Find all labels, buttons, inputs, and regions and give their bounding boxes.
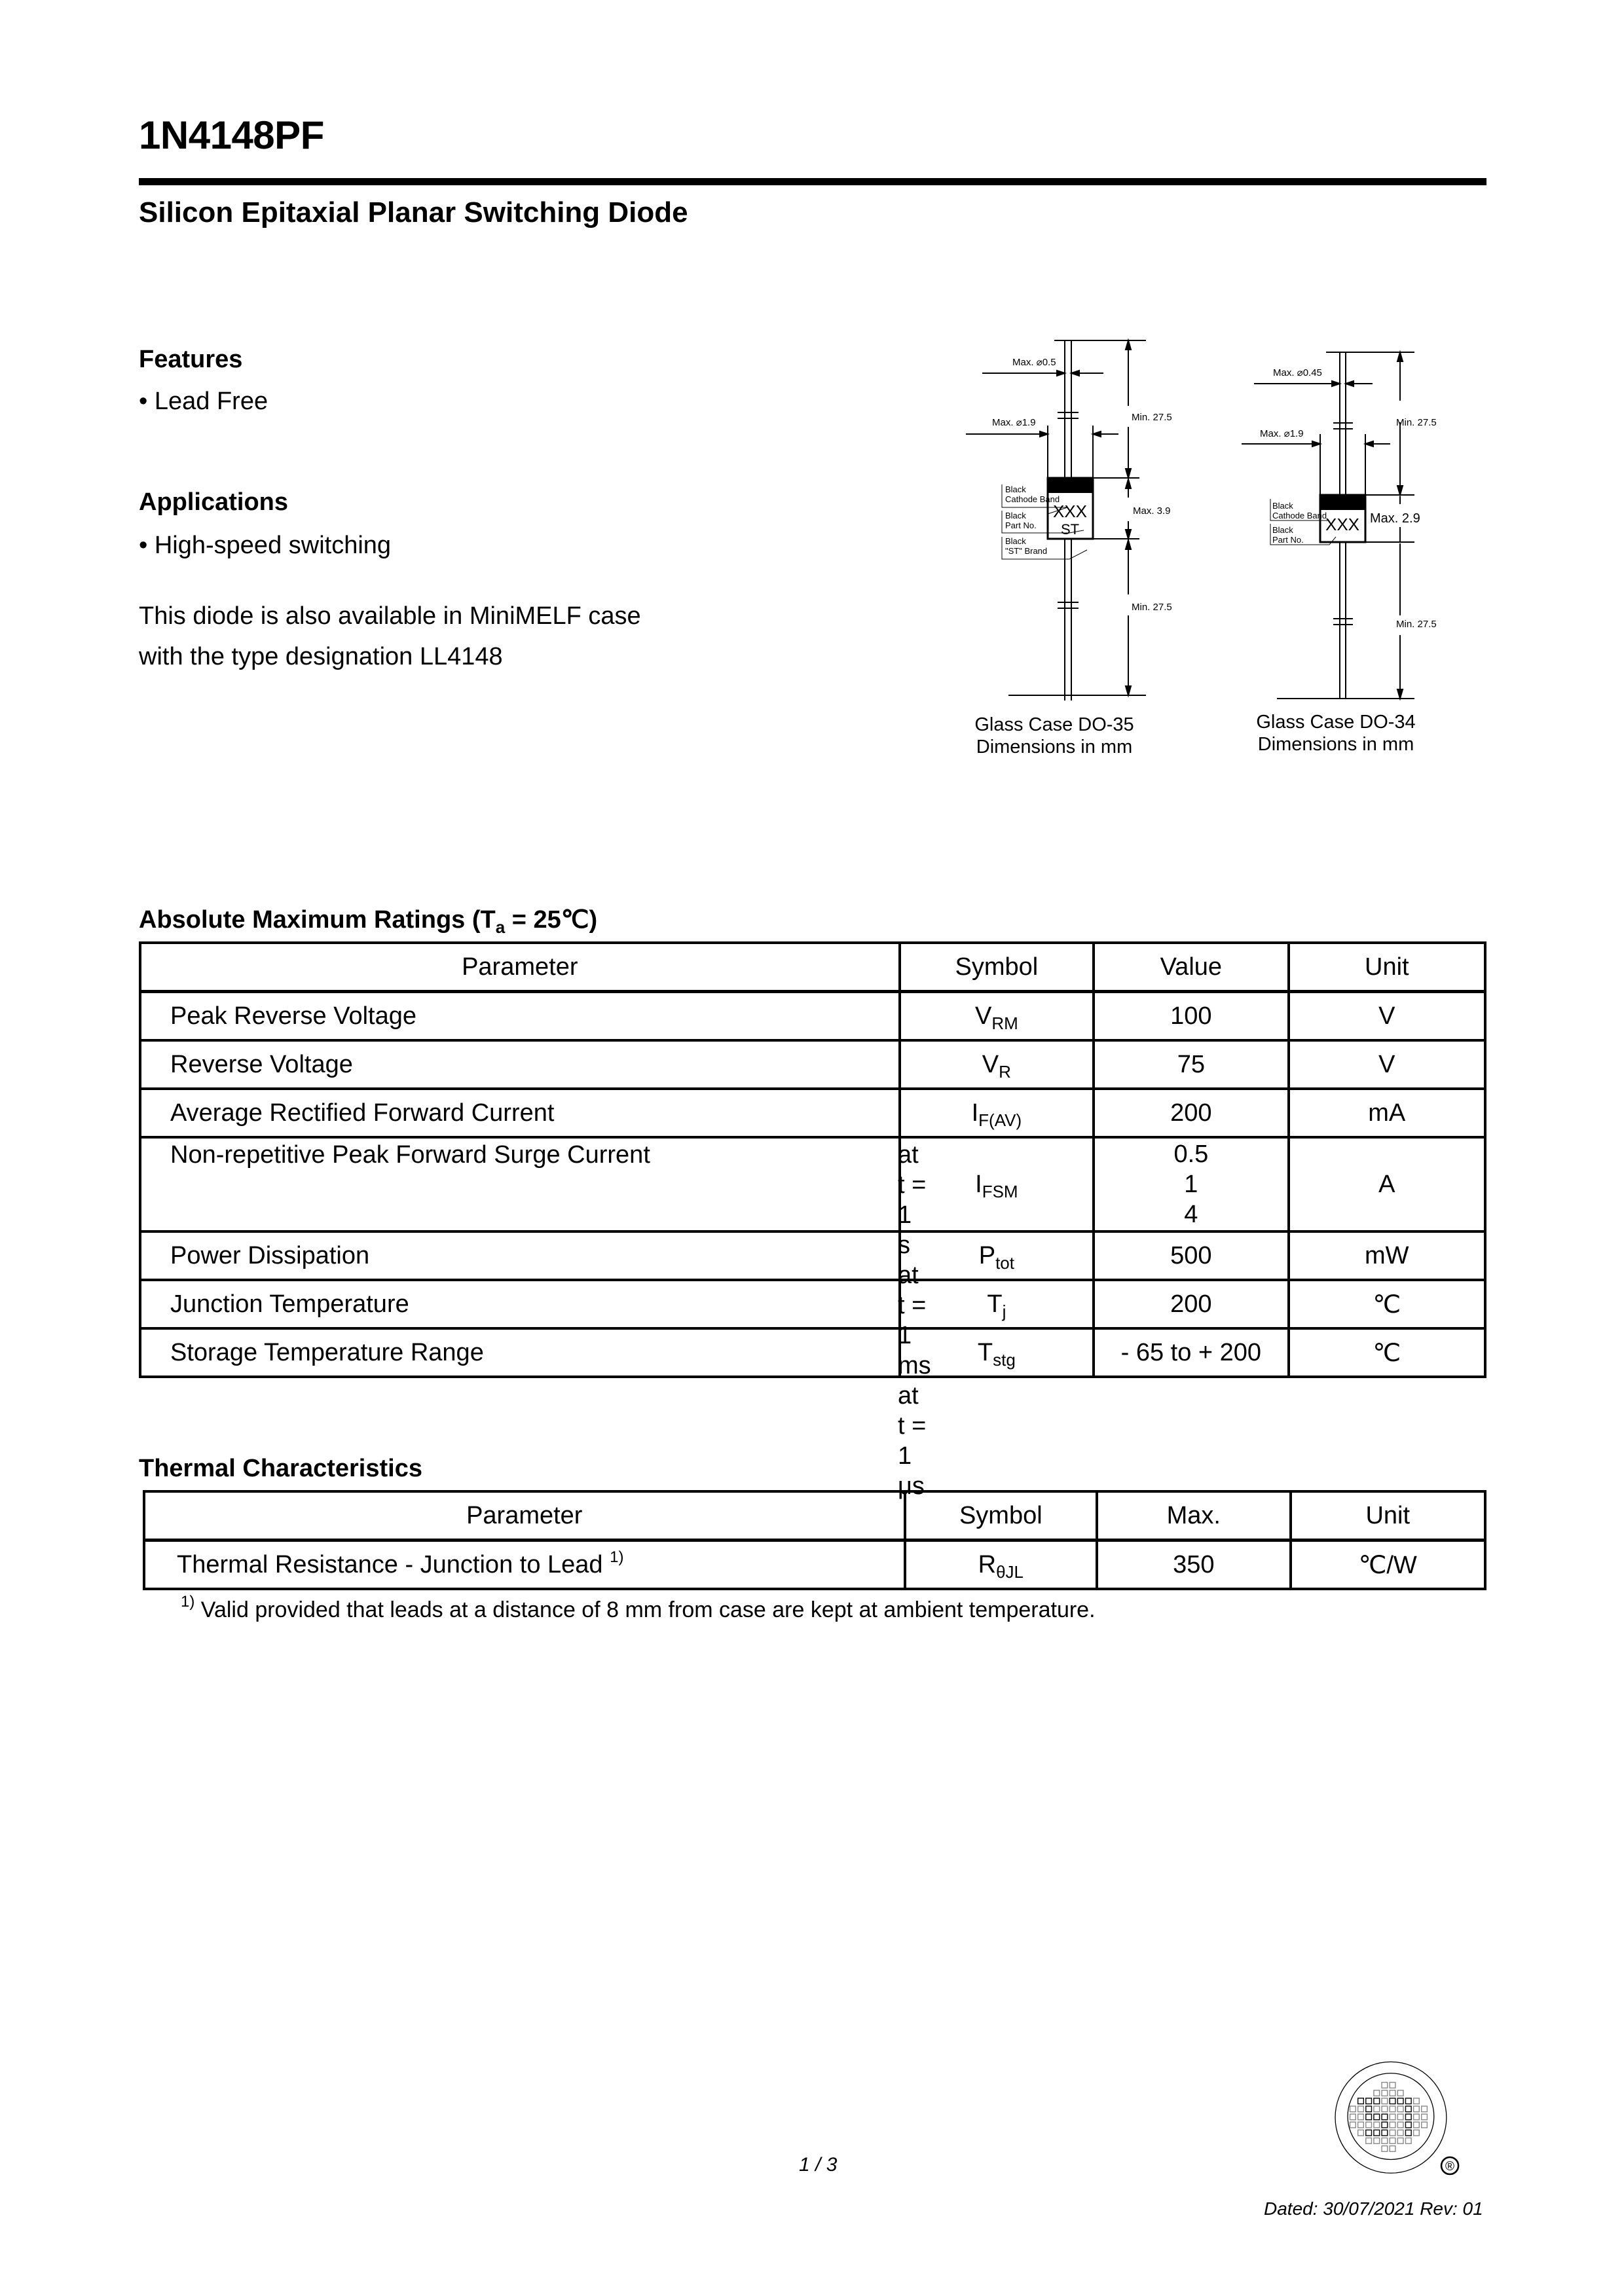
logo-square — [1405, 2106, 1411, 2112]
condition: at t = 1 μs — [898, 1382, 927, 1500]
feature-item: • Lead Free — [139, 388, 268, 415]
do34-partno-label-2: Part No. — [1272, 535, 1304, 545]
column-header: Unit — [1289, 943, 1485, 992]
unit-cell: mW — [1289, 1231, 1485, 1280]
value-cell: 350 — [1097, 1540, 1290, 1590]
symbol: V — [982, 1050, 999, 1078]
logo-square — [1397, 2106, 1403, 2112]
parameter-cell: Storage Temperature Range — [140, 1328, 900, 1377]
logo-square — [1390, 2083, 1395, 2088]
logo-square — [1390, 2098, 1395, 2104]
logo-square — [1366, 2106, 1372, 2112]
logo-square — [1374, 2098, 1380, 2104]
symbol-sub: j — [1002, 1301, 1006, 1321]
thermal-table — [143, 1490, 1486, 1590]
logo-square — [1358, 2122, 1364, 2128]
availability-note-line2: with the type designation LL4148 — [139, 643, 503, 670]
column-header: Parameter — [140, 943, 900, 992]
do35-partno-label-2: Part No. — [1005, 520, 1037, 530]
logo-square — [1405, 2130, 1411, 2136]
symbol: I — [975, 1170, 982, 1198]
logo-square — [1414, 2130, 1420, 2136]
logo-square — [1382, 2114, 1388, 2120]
value-cell: 200 — [1094, 1089, 1288, 1137]
value-cell: 500 — [1094, 1231, 1288, 1280]
logo-square — [1397, 2130, 1403, 2136]
unit-cell: ℃/W — [1291, 1540, 1485, 1590]
do35-body-length: Max. 3.9 — [1133, 505, 1171, 517]
logo-square — [1414, 2106, 1420, 2112]
parameter-cell: Reverse Voltage — [140, 1040, 900, 1089]
unit-cell: V — [1289, 1040, 1485, 1089]
logo-square — [1422, 2122, 1428, 2128]
logo-square — [1382, 2098, 1388, 2104]
applications-heading: Applications — [139, 488, 289, 516]
logo-square — [1382, 2083, 1388, 2088]
table-row — [144, 1540, 1485, 1590]
do35-caption — [936, 714, 1172, 758]
logo-square — [1382, 2138, 1388, 2144]
do34-body-diameter: Max. ⌀1.9 — [1260, 428, 1304, 439]
do34-caption-line1: Glass Case DO-34 — [1256, 712, 1416, 733]
condition: at t = 1 ms — [898, 1262, 931, 1379]
do34-lead-length-bottom: Min. 27.5 — [1396, 619, 1437, 630]
do34-body-length: Max. 2.9 — [1370, 511, 1420, 526]
parameter-cell: Power Dissipation — [140, 1231, 900, 1280]
do35-brand-label: Black — [1005, 536, 1026, 546]
logo-square — [1397, 2138, 1403, 2144]
symbol-cell — [905, 1540, 1098, 1590]
abs-max-heading-sub: a — [495, 917, 506, 937]
logo-square — [1374, 2138, 1380, 2144]
symbol-sub: F(AV) — [978, 1110, 1022, 1130]
logo-square — [1366, 2098, 1372, 2104]
logo-square — [1397, 2090, 1403, 2096]
table-row — [140, 1137, 1485, 1231]
logo-square — [1382, 2122, 1388, 2128]
unit-cell: mA — [1289, 1089, 1485, 1137]
value: 1 — [1184, 1171, 1198, 1198]
parameter-text: Non-repetitive Peak Forward Surge Current — [170, 1141, 650, 1169]
logo-square — [1422, 2114, 1428, 2120]
abs-max-heading-text: Absolute Maximum Ratings (T — [139, 906, 496, 934]
table-header-row — [140, 943, 1485, 992]
logo-square — [1358, 2130, 1364, 2136]
column-header: Max. — [1097, 1491, 1290, 1540]
logo-square — [1390, 2122, 1395, 2128]
package-dimension-drawings — [943, 327, 1519, 701]
title-divider — [139, 178, 1486, 185]
column-header: Parameter — [144, 1491, 905, 1540]
do35-lead-length-bottom: Min. 27.5 — [1132, 602, 1172, 613]
logo-square — [1422, 2106, 1428, 2112]
do34-caption — [1218, 711, 1454, 756]
do34-lead-length-top: Min. 27.5 — [1396, 417, 1437, 428]
company-logo-icon — [1310, 2030, 1480, 2200]
footnote-ref: 1) — [610, 1548, 624, 1566]
logo-square — [1382, 2130, 1388, 2136]
symbol: P — [978, 1241, 996, 1269]
logo-square — [1358, 2114, 1364, 2120]
condition: at t = 1 s — [898, 1141, 927, 1259]
symbol-sub: RM — [991, 1013, 1018, 1033]
part-number-title: 1N4148PF — [139, 113, 324, 157]
symbol-cell — [900, 1040, 1094, 1089]
do34-partno-label: Black — [1272, 525, 1293, 535]
value: 4 — [1184, 1201, 1198, 1228]
logo-square — [1366, 2122, 1372, 2128]
do35-lead-diameter: Max. ⌀0.5 — [1012, 357, 1056, 368]
do35-marking: XXX — [1052, 501, 1088, 521]
do35-partno-label: Black — [1005, 511, 1026, 520]
value-cell: 100 — [1094, 992, 1288, 1041]
availability-note — [139, 596, 641, 677]
conditions — [898, 1140, 931, 1501]
logo-square — [1397, 2098, 1403, 2104]
logo-square — [1358, 2098, 1364, 2104]
logo-square — [1374, 2114, 1380, 2120]
table-row — [140, 1089, 1485, 1137]
logo-square — [1397, 2122, 1403, 2128]
do34-lead-diameter: Max. ⌀0.45 — [1273, 367, 1322, 378]
abs-max-heading — [139, 905, 598, 937]
logo-square — [1350, 2114, 1356, 2120]
column-header: Symbol — [905, 1491, 1098, 1540]
document-subtitle: Silicon Epitaxial Planar Switching Diode — [139, 196, 688, 228]
logo-square — [1414, 2098, 1420, 2104]
footnote-marker: 1) — [181, 1593, 195, 1611]
do35-lead-length-top: Min. 27.5 — [1132, 412, 1172, 423]
abs-max-heading-text-2: = 25℃) — [505, 906, 598, 934]
symbol: I — [971, 1099, 979, 1127]
symbol: T — [987, 1290, 1003, 1318]
table-header-row — [144, 1491, 1485, 1540]
table-row — [140, 1328, 1485, 1377]
do34-cathode-label-2: Cathode Band — [1272, 511, 1327, 520]
table-row — [140, 1231, 1485, 1280]
parameter-text: Thermal Resistance - Junction to Lead — [177, 1550, 603, 1578]
logo-square — [1405, 2098, 1411, 2104]
value-cell: - 65 to + 200 — [1094, 1328, 1288, 1377]
logo-square — [1414, 2122, 1420, 2128]
unit-cell: A — [1289, 1137, 1485, 1231]
registered-mark: ® — [1445, 2159, 1455, 2174]
do35-brand: ST — [1060, 521, 1080, 538]
application-item: • High-speed switching — [139, 532, 392, 559]
column-header: Value — [1094, 943, 1288, 992]
unit-cell: ℃ — [1289, 1280, 1485, 1328]
page-number: 1 / 3 — [799, 2154, 838, 2176]
do34-caption-line2: Dimensions in mm — [1257, 734, 1414, 755]
logo-square — [1374, 2090, 1380, 2096]
symbol-sub: R — [999, 1061, 1011, 1082]
unit-cell: V — [1289, 992, 1485, 1041]
column-header: Unit — [1291, 1491, 1485, 1540]
logo-square — [1350, 2106, 1356, 2112]
symbol-cell — [900, 1089, 1094, 1137]
do35-cathode-label: Black — [1005, 484, 1026, 494]
logo-square — [1358, 2106, 1364, 2112]
symbol-sub: θJL — [996, 1561, 1024, 1582]
thermal-heading: Thermal Characteristics — [139, 1455, 422, 1482]
logo-square — [1390, 2146, 1395, 2152]
symbol: R — [978, 1550, 997, 1578]
do35-body-diameter: Max. ⌀1.9 — [992, 417, 1036, 428]
value-cell: 75 — [1094, 1040, 1288, 1089]
parameter-cell — [144, 1540, 905, 1590]
unit-cell: ℃ — [1289, 1328, 1485, 1377]
do34-cathode-label: Black — [1272, 501, 1293, 511]
logo-square — [1397, 2114, 1403, 2120]
logo-square — [1390, 2114, 1395, 2120]
logo-square — [1374, 2130, 1380, 2136]
footnote — [181, 1593, 1096, 1623]
availability-note-line1: This diode is also available in MiniMELF case — [139, 602, 641, 630]
logo-square — [1390, 2130, 1395, 2136]
logo-square — [1382, 2090, 1388, 2096]
revision-date: Dated: 30/07/2021 Rev: 01 — [1264, 2198, 1483, 2219]
logo-square — [1350, 2122, 1356, 2128]
value-cell — [1094, 1137, 1288, 1231]
logo-square — [1390, 2090, 1395, 2096]
symbol-cell — [900, 992, 1094, 1041]
symbol-sub: stg — [993, 1349, 1016, 1370]
parameter-cell: Junction Temperature — [140, 1280, 900, 1328]
table-row — [140, 1280, 1485, 1328]
do35-cathode-label-2: Cathode Band — [1005, 494, 1060, 504]
logo-square — [1382, 2106, 1388, 2112]
column-header: Symbol — [900, 943, 1094, 992]
logo-square — [1366, 2130, 1372, 2136]
symbol: V — [974, 1002, 992, 1030]
logo-square — [1390, 2106, 1395, 2112]
logo-square — [1405, 2114, 1411, 2120]
logo-square — [1374, 2122, 1380, 2128]
symbol: T — [977, 1338, 993, 1366]
parameter-cell: Peak Reverse Voltage — [140, 992, 900, 1041]
logo-square — [1405, 2138, 1411, 2144]
footnote-text: Valid provided that leads at a distance of 8 mm from case are kept at ambient temperature. — [194, 1597, 1096, 1622]
do35-caption-line1: Glass Case DO-35 — [974, 714, 1134, 735]
table-row — [140, 992, 1485, 1041]
parameter-cell: Average Rectified Forward Current — [140, 1089, 900, 1137]
logo-square — [1414, 2114, 1420, 2120]
symbol-sub: tot — [995, 1252, 1014, 1273]
value-cell: 200 — [1094, 1280, 1288, 1328]
logo-square — [1366, 2138, 1372, 2144]
do34-marking: XXX — [1325, 515, 1360, 534]
features-heading: Features — [139, 346, 243, 373]
logo-square — [1366, 2114, 1372, 2120]
value: 0.5 — [1173, 1140, 1209, 1168]
do35-caption-line2: Dimensions in mm — [976, 737, 1133, 757]
do35-brand-label-2: "ST" Brand — [1005, 546, 1048, 556]
symbol-sub: FSM — [982, 1181, 1018, 1201]
table-row — [140, 1040, 1485, 1089]
logo-square — [1374, 2106, 1380, 2112]
logo-square — [1382, 2146, 1388, 2152]
logo-square — [1405, 2122, 1411, 2128]
logo-square — [1390, 2138, 1395, 2144]
